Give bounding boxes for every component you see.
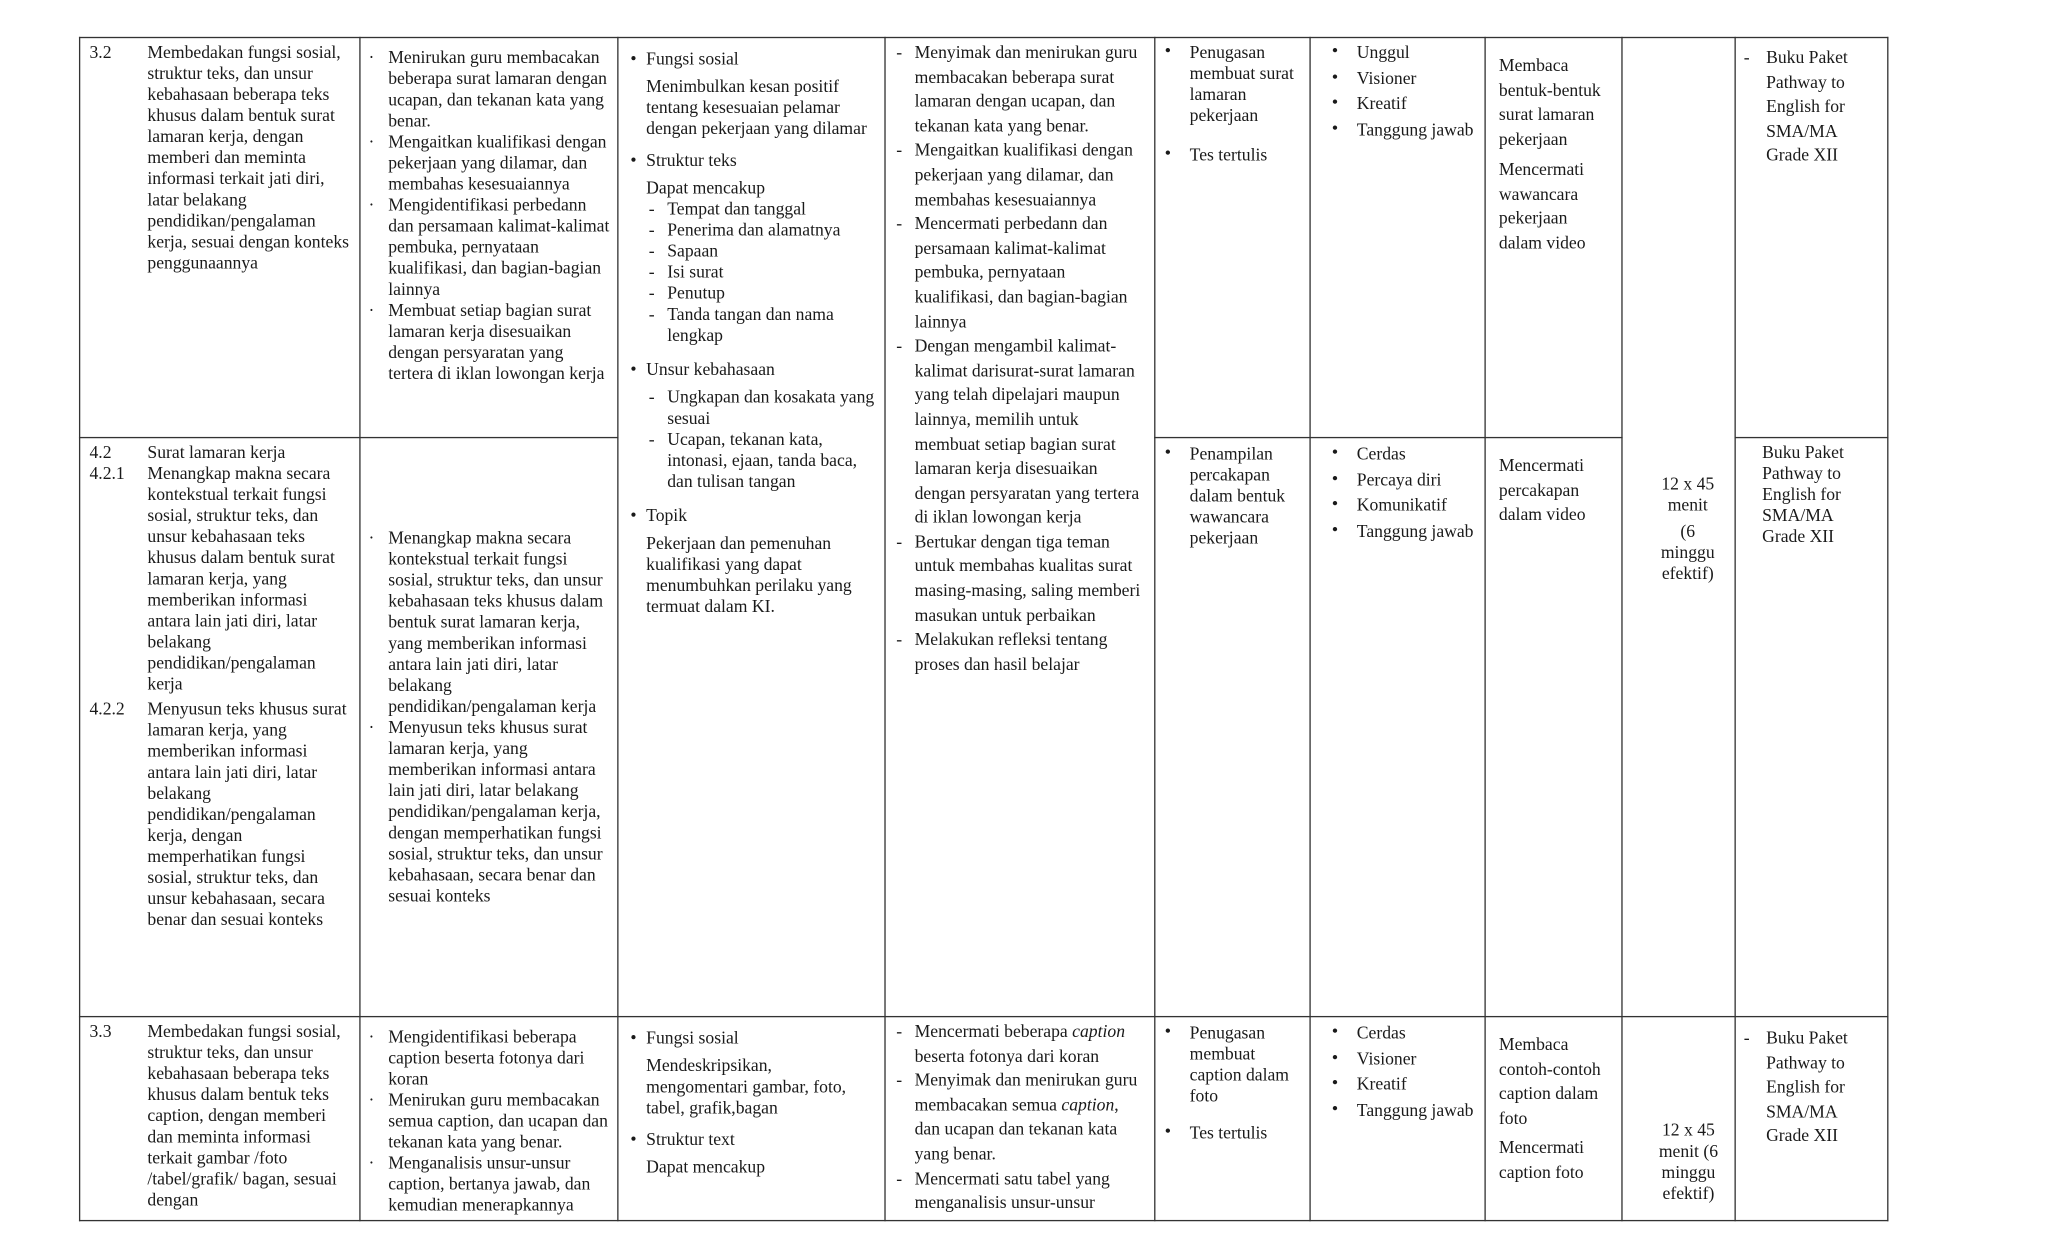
material-text: Pekerjaan dan pemenuhan kualifikasi yang dapat menumbuhkan perilaku yang termuat dalam KI. (646, 532, 852, 616)
column-divider (1484, 37, 1485, 1221)
material-heading: • Fungsi sosial (626, 49, 876, 70)
indicator-item: Mengidentifikasi perbedann dan persamaan kalimat-kalimat pembuka, pernyataan kualifikasi, dan bagian-bagian lainnya (388, 194, 610, 299)
material-heading: • Fungsi sosial (626, 1028, 876, 1049)
time-allocation: 12 x 45 menit (6 minggu efektif) (1658, 1119, 1719, 1203)
source-text: Buku Paket Pathway to English for SMA/MA Grade XII (1762, 442, 1844, 547)
literacy-text: Mencermati caption foto (1498, 1137, 1585, 1182)
column-divider (359, 37, 360, 1221)
column-divider (1734, 37, 1735, 1221)
table-border-top (79, 37, 1889, 38)
row3-assessment-cell (1159, 1023, 1306, 1149)
row3-indicator-cell: · Mengidentifikasi beberapa caption beserta fotonya dari koran · Menirukan guru membacakan semua caption, dan ucapan dan tekanan kata yang benar. · Menganalisis unsur-unsur caption, bertanya jawab, dan kemudian menerapkannya (368, 1026, 611, 1216)
indicator-item: Menirukan guru membacakan semua caption, dan ucapan dan tekanan kata yang benar. (388, 1089, 608, 1152)
kd-text: Membedakan fungsi sosial, struktur teks, dan unsur kebahasaan beberapa teks khusus dalam bentuk surat lamaran kerja, dengan memberi dan meminta informasi terkait jati diri, latar belakang pendidikan/pengalaman kerja, sesuai dengan konteks penggunaannya (147, 42, 350, 273)
row1-character-cell (1327, 42, 1482, 145)
row3-source-cell: - Buku Paket Pathway to English for SMA/MA Grade XII (1744, 1026, 1882, 1148)
row-divider (1154, 437, 1622, 438)
kd-number: 3.2 (89, 42, 112, 62)
material-heading: • Struktur text (626, 1129, 876, 1150)
row1-assessment-cell (1159, 42, 1306, 170)
row-divider (79, 1016, 1889, 1017)
material-text: Mendeskripsikan, mengomentari gambar, foto, tabel, grafik,bagan (646, 1055, 847, 1118)
literacy-text: Mencermati wawancara pekerjaan dalam video (1498, 159, 1586, 253)
material-text: Dapat mencakup (646, 1156, 766, 1177)
activity-item: - Dengan mengambil kalimat-kalimat darisurat-surat lamaran yang telah dipelajari maupun lainnya, memilih untuk membuat setiap bagian surat lamaran kerja disesuaikan dengan persyaratan yang tertera di iklan lowongan kerja (894, 334, 1148, 530)
indicator-item: Menirukan guru membacakan beberapa surat lamaran dengan ucapan, dan tekanan kata yang benar. (388, 47, 607, 131)
character-item: • Komunikatif (1327, 495, 1482, 516)
column-divider (617, 37, 618, 1221)
column-divider (1309, 37, 1310, 1221)
literacy-text: Membaca contoh-contoh caption dalam foto (1498, 1034, 1601, 1128)
time-allocation: 12 x 45 menit (1661, 473, 1715, 515)
character-item: • Visioner (1327, 1048, 1482, 1069)
activity-item: - Mencermati perbedann dan persamaan kalimat-kalimat pembuka, pernyataan kualifikasi, dan bagian-bagian lainnya (894, 212, 1148, 334)
language-item: - Ucapan, tekanan kata, intonasi, ejaan, tanda baca, dan tulisan tangan (646, 429, 876, 492)
character-item: • Cerdas (1327, 1023, 1482, 1044)
indicator-item: Menangkap makna secara kontekstual terkait fungsi sosial, struktur teks, dan unsur kebahasaan teks khusus dalam bentuk surat lamaran kerja, yang memberikan informasi antara lain jati diri, latar belakang pendidikan/pengalaman kerja (388, 527, 604, 716)
material-heading: • Unsur kebahasaan (626, 359, 876, 380)
character-item: • Cerdas (1327, 443, 1482, 464)
indicator-item: Menganalisis unsur-unsur caption, bertanya jawab, dan kemudian menerapkannya (388, 1152, 591, 1215)
row2-kd-cell (89, 442, 352, 930)
time-allocation-note: (6 minggu efektif) (1660, 521, 1715, 583)
structure-item: - Penutup (646, 283, 876, 304)
row1-activity-cell (894, 41, 1148, 677)
row3-activity-cell (894, 1020, 1148, 1216)
row3-time-cell (1648, 1120, 1730, 1204)
row2-literacy-cell (1499, 454, 1611, 527)
activity-item: - Mengaitkan kualifikasi dengan pekerjaan yang dilamar, dan membahas kesesuaiannya (894, 139, 1148, 212)
structure-item: - Penerima dan alamatnya (646, 220, 876, 241)
activity-item: - Menyimak dan menirukan guru membacakan semua caption, dan ucapan dan tekanan kata yang benar. (894, 1069, 1148, 1167)
assessment-item: • Penugasan membuat surat lamaran pekerjaan (1159, 42, 1306, 126)
row2-assessment-cell (1159, 443, 1306, 553)
structure-item: - Sapaan (646, 241, 876, 262)
row3-kd-cell (89, 1021, 352, 1211)
kd-number: 4.2.1 (89, 463, 125, 483)
row3-literacy-cell (1499, 1033, 1611, 1184)
source-text: Buku Paket Pathway to English for SMA/MA Grade XII (1766, 47, 1848, 165)
table-border-right (1887, 37, 1888, 1221)
literacy-text: Membaca bentuk-bentuk surat lamaran pekerjaan (1498, 55, 1601, 149)
kd-number: 4.2 (89, 442, 112, 462)
character-item: • Tanggung jawab (1327, 520, 1482, 541)
indicator-item: Membuat setiap bagian surat lamaran kerja disesuaikan dengan persyaratan yang tertera di iklan lowongan kerja (388, 300, 605, 383)
table-border-bottom (79, 1220, 1889, 1221)
row-divider (1734, 437, 1888, 438)
material-text: Menimbulkan kesan positif tentang kesesuaian pelamar dengan pekerjaan yang dilamar (646, 76, 867, 139)
source-text: Buku Paket Pathway to English for SMA/MA Grade XII (1766, 1027, 1848, 1145)
character-item: • Kreatif (1327, 1074, 1482, 1095)
kd-text: Menyusun teks khusus surat lamaran kerja, yang memberikan informasi antara lain jati diri, latar belakang pendidikan/pengalaman kerja, dengan memperhatikan fungsi sosial, struktur teks, dan unsur kebahasaan, secara benar dan sesuai konteks (147, 698, 347, 930)
kd-title: Surat lamaran kerja (147, 442, 286, 462)
kd-number: 4.2.2 (89, 698, 125, 719)
material-heading: • Topik (626, 505, 876, 526)
row1-indicator-cell: · Menirukan guru membacakan beberapa surat lamaran dengan ucapan, dan tekanan kata yang benar. · Mengaitkan kualifikasi dengan pekerjaan yang dilamar, dan membahas kesesuaiannya · Mengidentifikasi perbedann dan persamaan kalimat-kalimat pembuka, pernyataan kualifikasi, dan bagian-bagian lainnya · Membuat setiap bagian surat lamaran kerja disesuaikan dengan persyaratan yang tertera di iklan lowongan kerja (368, 47, 611, 384)
character-item: • Visioner (1327, 68, 1482, 89)
kd-text: Menangkap makna secara kontekstual terkait fungsi sosial, struktur teks, dan unsur kebahasaan teks khusus dalam bentuk surat lamaran kerja, yang memberikan informasi antara lain jati diri, latar belakang pendidikan/pengalaman kerja (147, 463, 335, 694)
column-divider (884, 37, 885, 1221)
activity-item: - Mencermati satu tabel yang menganalisis unsur-unsur (894, 1167, 1148, 1216)
activity-item: - Mencermati beberapa caption beserta fotonya dari koran (894, 1020, 1148, 1069)
row2-time-cell (1632, 474, 1744, 585)
material-text: Dapat mencakup (646, 177, 766, 198)
activity-item: - Menyimak dan menirukan guru membacakan beberapa surat lamaran dengan ucapan, dan tekanan kata yang benar. (894, 41, 1148, 139)
character-item: • Tanggung jawab (1327, 1100, 1482, 1121)
table-border-left (79, 37, 80, 1221)
activity-item: - Bertukar dengan tiga teman untuk membahas kualitas surat masing-masing, saling memberi masukan untuk perbaikan (894, 530, 1148, 628)
structure-item: - Tempat dan tanggal (646, 199, 876, 220)
indicator-item: Mengaitkan kualifikasi dengan pekerjaan yang dilamar, dan membahas kesesuaiannya (388, 131, 607, 194)
character-item: • Unggul (1327, 42, 1482, 63)
character-item: • Percaya diri (1327, 469, 1482, 490)
kd-number: 3.3 (89, 1021, 112, 1041)
character-item: • Tanggung jawab (1327, 119, 1482, 140)
literacy-text: Mencermati percakapan dalam video (1498, 455, 1586, 524)
row1-kd-cell (89, 42, 352, 274)
row2-source-cell (1762, 442, 1867, 547)
character-item: • Kreatif (1327, 93, 1482, 114)
row-divider (79, 437, 619, 438)
structure-item: - Tanda tangan dan nama lengkap (646, 304, 876, 346)
indicator-item: Menyusun teks khusus surat lamaran kerja, yang memberikan informasi antara lain jati diri, latar belakang pendidikan/pengalaman kerja, dengan memperhatikan fungsi sosial, struktur teks, dan unsur kebahasaan, secara benar dan sesuai konteks (388, 717, 603, 906)
row3-material-cell (626, 1028, 876, 1185)
kd-text: Membedakan fungsi sosial, struktur teks, dan unsur kebahasaan beberapa teks khusus dalam bentuk teks caption, dengan memberi dan meminta informasi terkait gambar /foto /tabel/grafik/ bagan, sesuai dengan (147, 1021, 341, 1210)
assessment-item: • Tes tertulis (1159, 1123, 1306, 1144)
row1-literacy-cell (1499, 54, 1611, 255)
activity-item: - Melakukan refleksi tentang proses dan hasil belajar (894, 628, 1148, 677)
structure-item: - Isi surat (646, 262, 876, 283)
assessment-item: • Tes tertulis (1159, 145, 1306, 166)
material-heading: • Struktur teks (626, 150, 876, 171)
column-divider (1621, 37, 1622, 1221)
language-item: - Ungkapan dan kosakata yang sesuai (646, 387, 876, 429)
row3-character-cell (1327, 1023, 1482, 1126)
row1-material-cell (626, 49, 876, 624)
column-divider (1154, 37, 1155, 1221)
assessment-item: • Penampilan percakapan dalam bentuk wawancara pekerjaan (1159, 443, 1306, 548)
row1-source-cell: - Buku Paket Pathway to English for SMA/MA Grade XII (1744, 46, 1882, 168)
row2-indicator-cell: · Menangkap makna secara kontekstual terkait fungsi sosial, struktur teks, dan unsur kebahasaan teks khusus dalam bentuk surat lamaran kerja, yang memberikan informasi antara lain jati diri, latar belakang pendidikan/pengalaman kerja · Menyusun teks khusus surat lamaran kerja, yang memberikan informasi antara lain jati diri, latar belakang pendidikan/pengalaman kerja, dengan memperhatikan fungsi sosial, struktur teks, dan unsur kebahasaan, secara benar dan sesuai konteks (368, 528, 611, 907)
indicator-item: Mengidentifikasi beberapa caption beserta fotonya dari koran (388, 1026, 585, 1089)
row2-character-cell (1327, 443, 1482, 546)
assessment-item: • Penugasan membuat caption dalam foto (1159, 1023, 1306, 1107)
